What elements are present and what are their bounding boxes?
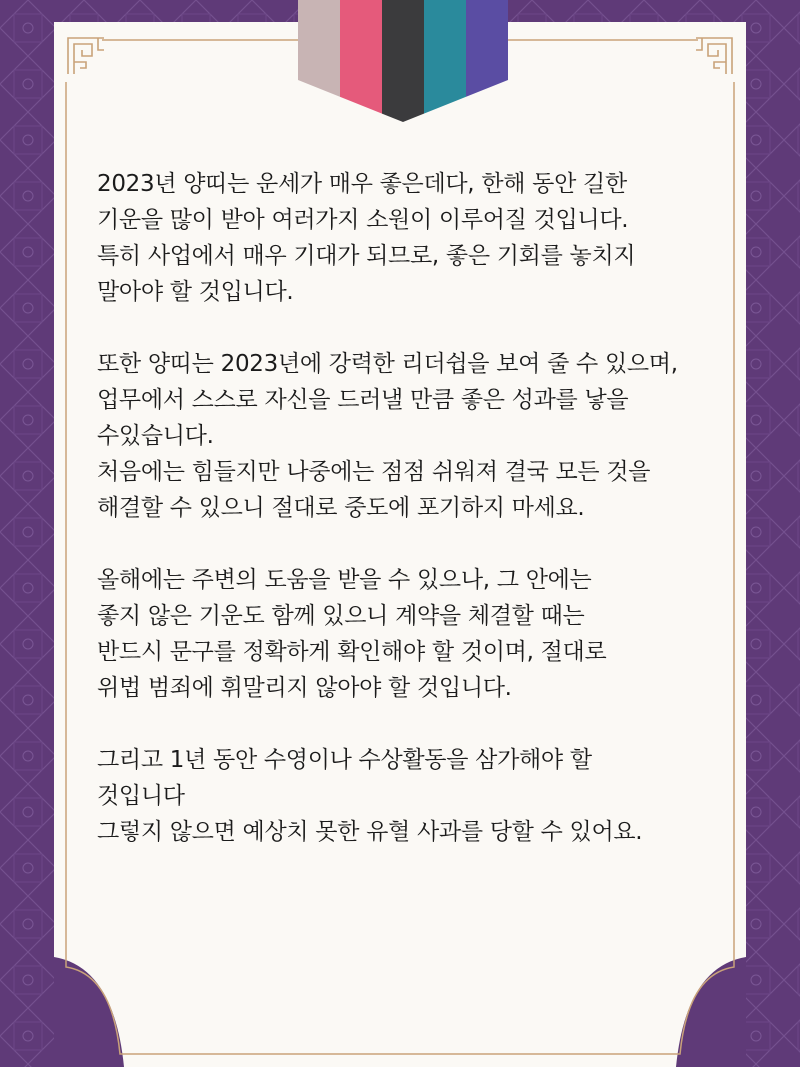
- text-line: 그리고 1년 동안 수영이나 수상활동을 삼가해야 할: [97, 747, 592, 773]
- text-line: 위법 범죄에 휘말리지 않아야 할 것입니다.: [97, 675, 512, 701]
- text-line: 반드시 문구를 정확하게 확인해야 할 것이며, 절대로: [97, 639, 607, 665]
- text-line: 올해에는 주변의 도움을 받을 수 있으나, 그 안에는: [97, 567, 592, 593]
- text-line: 또한 양띠는 2023년에 강력한 리더쉽을 보여 줄 수 있으며,: [97, 351, 678, 377]
- text-line: 특히 사업에서 매우 기대가 되므로, 좋은 기회를 놓치지: [97, 243, 636, 269]
- text-line: 그렇지 않으면 예상치 못한 유혈 사과를 당할 수 있어요.: [97, 819, 643, 845]
- text-line: 처음에는 힘들지만 나중에는 점점 쉬워져 결국 모든 것을: [97, 459, 651, 485]
- text-line: 기운을 많이 받아 여러가지 소원이 이루어질 것입니다.: [97, 207, 629, 233]
- paragraph: [97, 742, 737, 850]
- fortune-text-body: [97, 166, 737, 850]
- text-line: 수있습니다.: [97, 423, 214, 449]
- text-line: 것입니다: [97, 783, 185, 809]
- paragraph: [97, 166, 737, 310]
- color-ribbon-icon: [298, 0, 508, 122]
- paragraph: [97, 346, 737, 526]
- ornament-corner-icon: [692, 34, 736, 78]
- text-line: 말아야 할 것입니다.: [97, 279, 294, 305]
- paragraph: [97, 562, 737, 706]
- text-line: 2023년 양띠는 운세가 매우 좋은데다, 한해 동안 길한: [97, 171, 627, 197]
- text-line: 업무에서 스스로 자신을 드러낼 만큼 좋은 성과를 낳을: [97, 387, 629, 413]
- ornament-corner-icon: [64, 34, 108, 78]
- text-line: 좋지 않은 기운도 함께 있으니 계약을 체결할 때는: [97, 603, 585, 629]
- text-line: 해결할 수 있으니 절대로 중도에 포기하지 마세요.: [97, 495, 585, 521]
